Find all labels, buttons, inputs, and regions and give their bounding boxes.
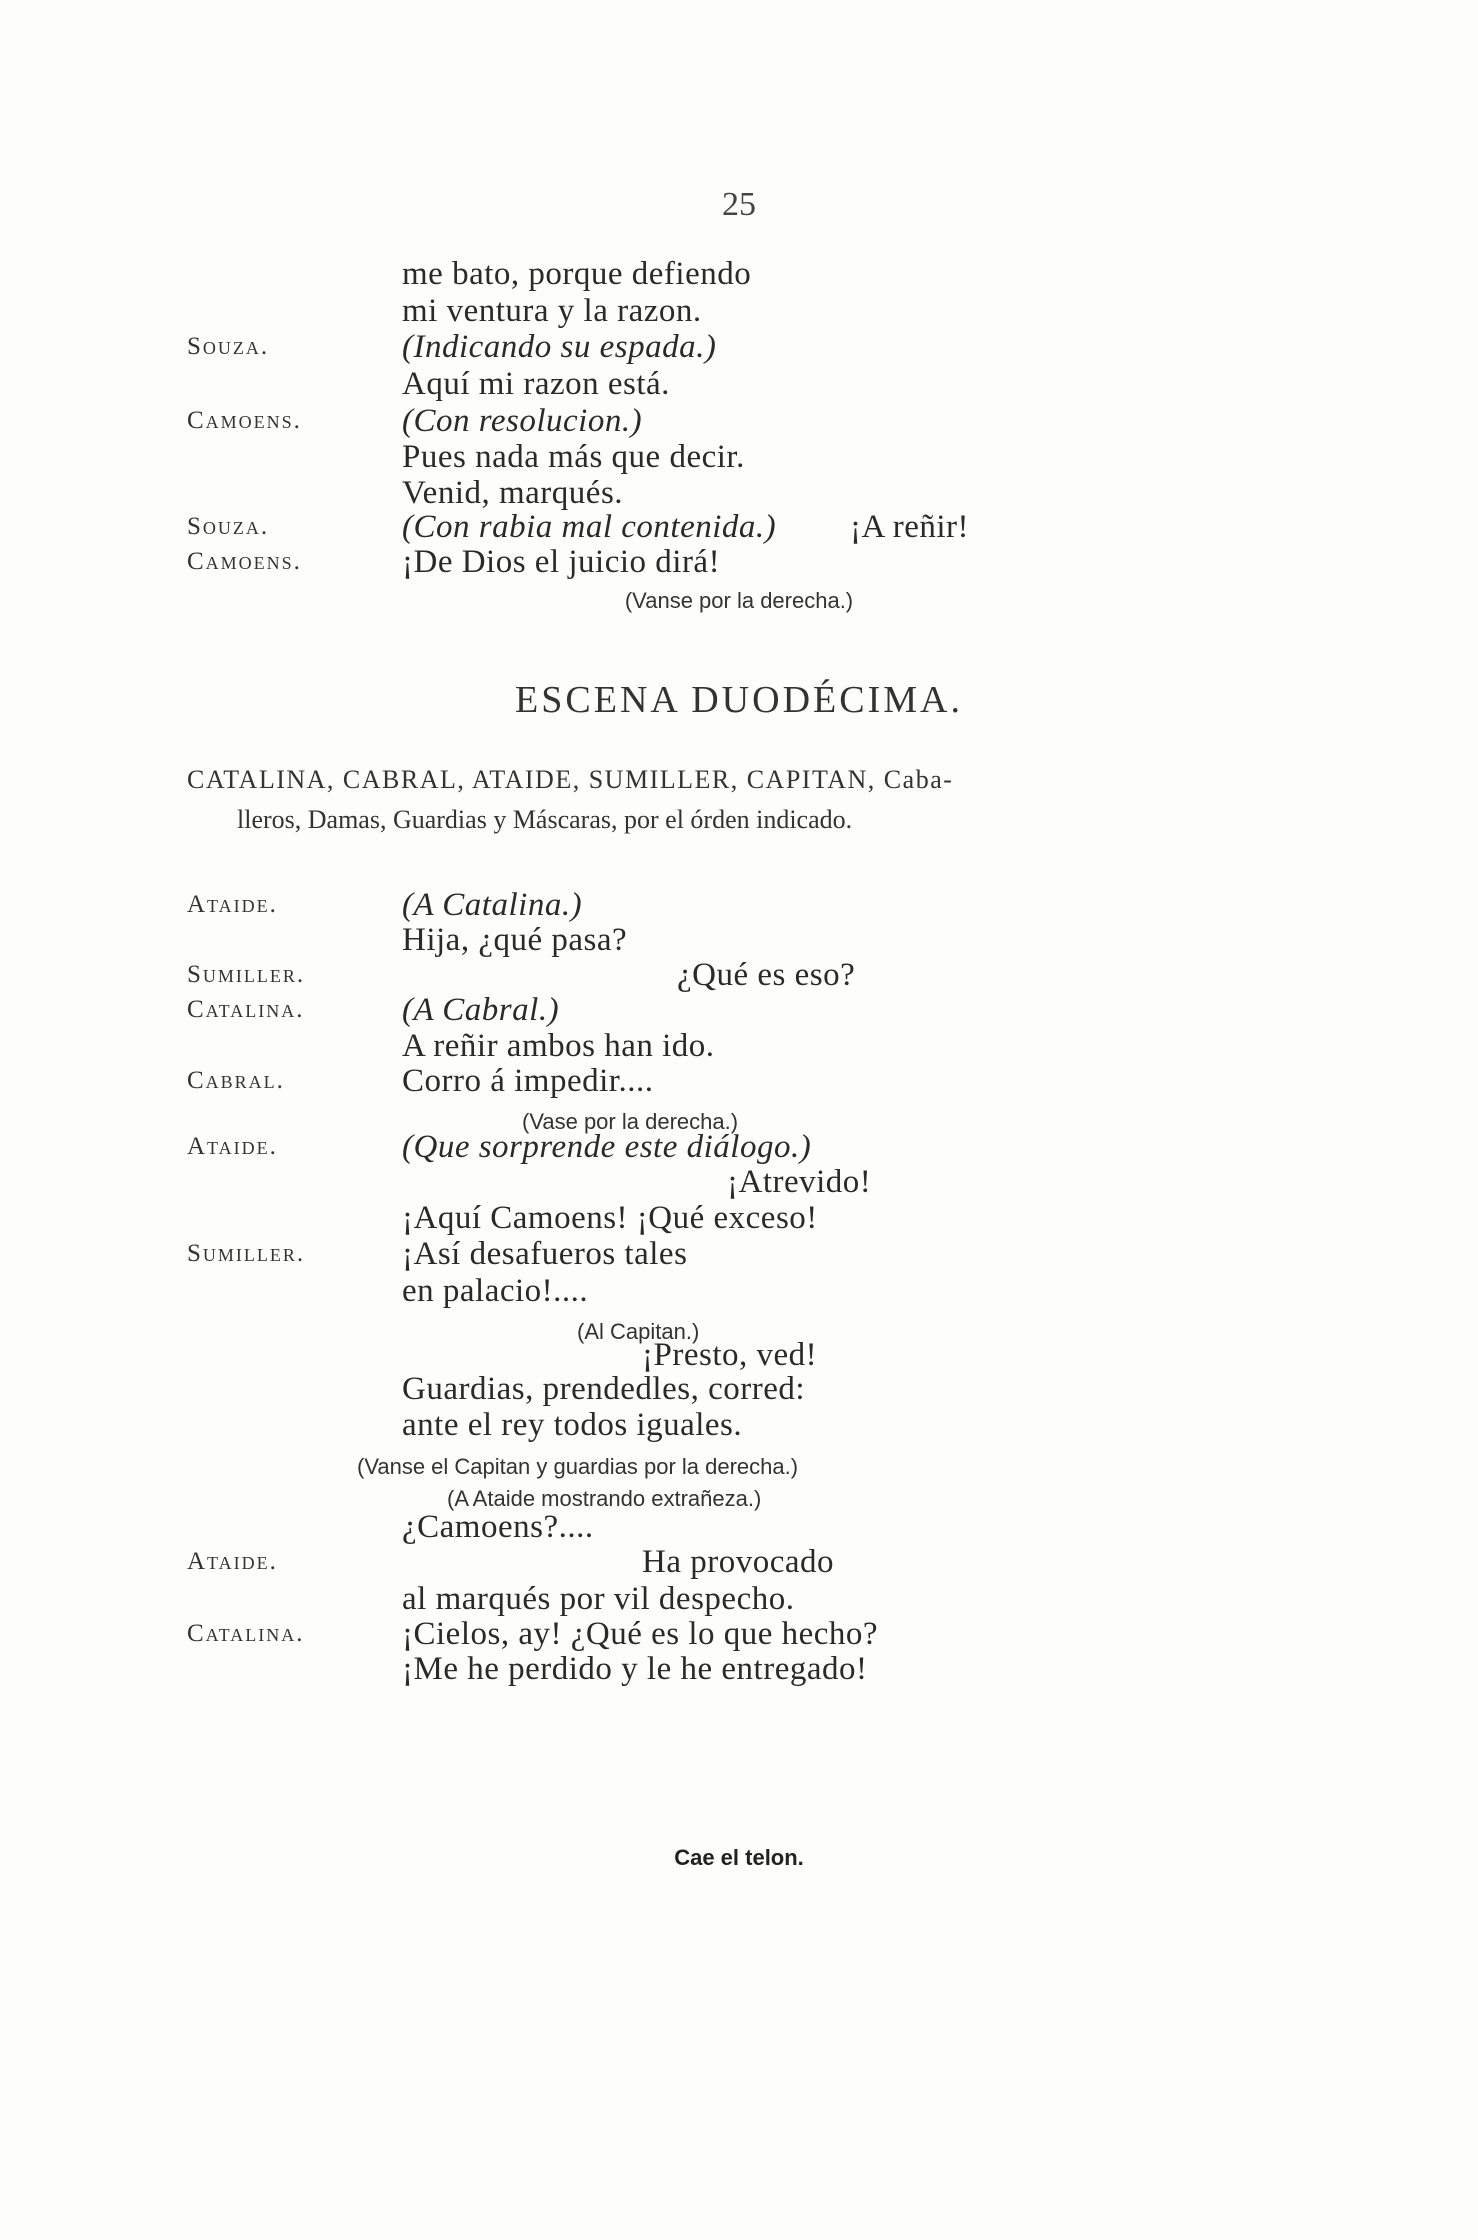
speaker-name: Souza. [187,333,270,360]
verse-text: en palacio!.... [402,1273,589,1309]
verse-line [0,1272,1478,1310]
speaker-name: Camoens. [187,548,302,575]
speaker-name: Souza. [187,513,270,540]
verse-line [0,1336,1478,1374]
verse-text: Corro á impedir.... [402,1063,654,1099]
verse-text: Venid, marqués. [402,475,624,511]
verse-text: Pues nada más que decir. [402,439,745,475]
verse-text: ¡Así desafueros tales [402,1236,688,1272]
verse-text: ¿Camoens?.... [402,1509,594,1545]
stage-direction: (Vase por la derecha.) [522,1109,739,1134]
character-list-line-2: lleros, Damas, Guardias y Máscaras, por el órden indicado. [237,805,853,834]
verse-line [0,1580,1478,1618]
stage-direction: (A Cabral.) [402,992,560,1028]
verse-line [0,1027,1478,1065]
verse-line [0,438,1478,476]
verse-line [0,1235,1478,1273]
verse-text: ante el rey todos iguales. [402,1407,743,1443]
stage-direction: (Vanse el Capitan y guardias por la derecha.) [357,1454,799,1479]
speaker-name: Camoens. [187,407,302,434]
stage-direction: (A Catalina.) [402,887,583,923]
stage-direction-exit: (Vanse por la derecha.) [624,588,854,613]
verse-text: ¡Me he perdido y le he entregado! [402,1651,868,1687]
verse-line [0,921,1478,959]
verse-line [0,956,1478,994]
verse-line [0,402,1478,440]
verse-line [0,1199,1478,1237]
verse-text: A reñir ambos han ido. [402,1028,715,1064]
speaker-name: Catalina. [187,996,305,1023]
verse-line [0,1128,1478,1166]
closing-line: Cae el telon. [674,1845,804,1870]
verse-text: Ha provocado [642,1544,835,1580]
verse-text: me bato, porque defiendo [402,256,752,292]
verse-line [0,991,1478,1029]
character-list [187,760,1307,840]
verse-line [0,255,1478,293]
speaker-name: Sumiller. [187,961,306,988]
verse-line [0,1650,1478,1688]
verse-line [0,1508,1478,1546]
verse-text: Guardias, prendedles, corred: [402,1371,806,1407]
verse-text: ¿Qué es eso? [677,957,856,993]
page-number: 25 [722,186,756,223]
verse-line [0,886,1478,924]
stage-direction: (Con rabia mal contenida.) [402,509,777,545]
speaker-name: Sumiller. [187,1240,306,1267]
verse-line [0,1062,1478,1100]
verse-text: mi ventura y la razon. [402,293,702,329]
verse-line [0,1406,1478,1444]
verse-line [0,474,1478,512]
speaker-name: Catalina. [187,1620,305,1647]
verse-text: ¡Cielos, ay! ¿Qué es lo que hecho? [402,1616,879,1652]
verse-line [0,365,1478,403]
stage-direction: (Con resolucion.) [402,403,643,439]
verse-line [0,508,1478,546]
speaker-name: Ataide. [187,1548,278,1575]
verse-line [0,1543,1478,1581]
speaker-name: Ataide. [187,1133,278,1160]
verse-line [0,1163,1478,1201]
stage-direction: (Indicando su espada.) [402,329,717,365]
verse-line [0,1474,1478,1512]
verse-text: ¡Atrevido! [727,1164,872,1200]
scene-title: ESCENA DUODÉCIMA. [515,679,963,721]
verse-line [0,1615,1478,1653]
verse-text-extra: ¡A reñir! [850,509,970,545]
verse-line [0,543,1478,581]
verse-text: al marqués por vil despecho. [402,1581,795,1617]
verse-text: ¡Aquí Camoens! ¡Qué exceso! [402,1200,818,1236]
verse-text: ¡Presto, ved! [642,1337,818,1373]
verse-line [0,328,1478,366]
verse-line [0,1370,1478,1408]
speaker-name: Cabral. [187,1067,285,1094]
verse-text: Hija, ¿qué pasa? [402,922,628,958]
stage-direction: (A Ataide mostrando extrañeza.) [447,1486,762,1511]
verse-line [0,292,1478,330]
stage-direction: (Que sorprende este diálogo.) [402,1129,812,1165]
verse-text: Aquí mi razon está. [402,366,670,402]
speaker-name: Ataide. [187,891,278,918]
character-list-line-1: CATALINA, CABRAL, ATAIDE, SUMILLER, CAPITAN, Caba- [187,765,954,794]
stage-direction: (Al Capitan.) [577,1319,700,1344]
verse-text: ¡De Dios el juicio dirá! [402,544,721,580]
